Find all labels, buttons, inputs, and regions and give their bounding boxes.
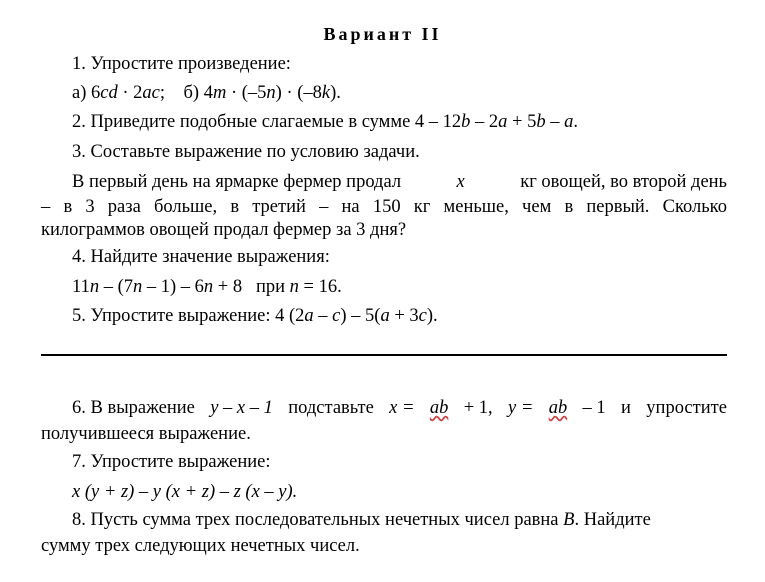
task-8-line-1: 8. Пусть сумма трех последовательных нечетных чисел равна B. Найдите <box>72 510 651 530</box>
task-6-line-1: 6. В выражение y – x – 1 подставьте x = ab + 1, y = ab – 1 и упростите <box>72 398 727 418</box>
task-3-paragraph-line-1: В первый день на ярмарке фермер продал x кг овощей, во второй день <box>72 172 727 192</box>
task-3-paragraph-line-2: – в 3 раза больше, в третий – на 150 кг меньше, чем в первый. Сколько <box>41 197 727 217</box>
task-7-heading: 7. Упростите выражение: <box>72 452 271 472</box>
task-3-heading: 3. Составьте выражение по условию задачи. <box>72 142 420 162</box>
task-3-paragraph-line-3: килограммов овощей продал фермер за 3 дня? <box>41 220 407 240</box>
task-4-expression: 11n – (7n – 1) – 6n + 8 при n = 16. <box>72 277 342 297</box>
task-4-heading: 4. Найдите значение выражения: <box>72 247 330 267</box>
task-7-expression: x (y + z) – y (x + z) – z (x – y). <box>72 482 298 502</box>
task-1-expressions: а) 6cd · 2ac; б) 4m · (–5n) · (–8k). <box>72 83 341 103</box>
variant-title: Вариант II <box>323 24 442 44</box>
task-8-line-2: сумму трех следующих нечетных чисел. <box>41 536 360 556</box>
task-2: 2. Приведите подобные слагаемые в сумме 4 – 12b – 2a + 5b – a. <box>72 112 578 132</box>
task-1-heading: 1. Упростите произведение: <box>72 54 291 74</box>
section-divider <box>41 354 727 356</box>
task-6-line-2: получившееся выражение. <box>41 424 251 444</box>
task-5: 5. Упростите выражение: 4 (2a – c) – 5(a + 3c). <box>72 306 438 326</box>
